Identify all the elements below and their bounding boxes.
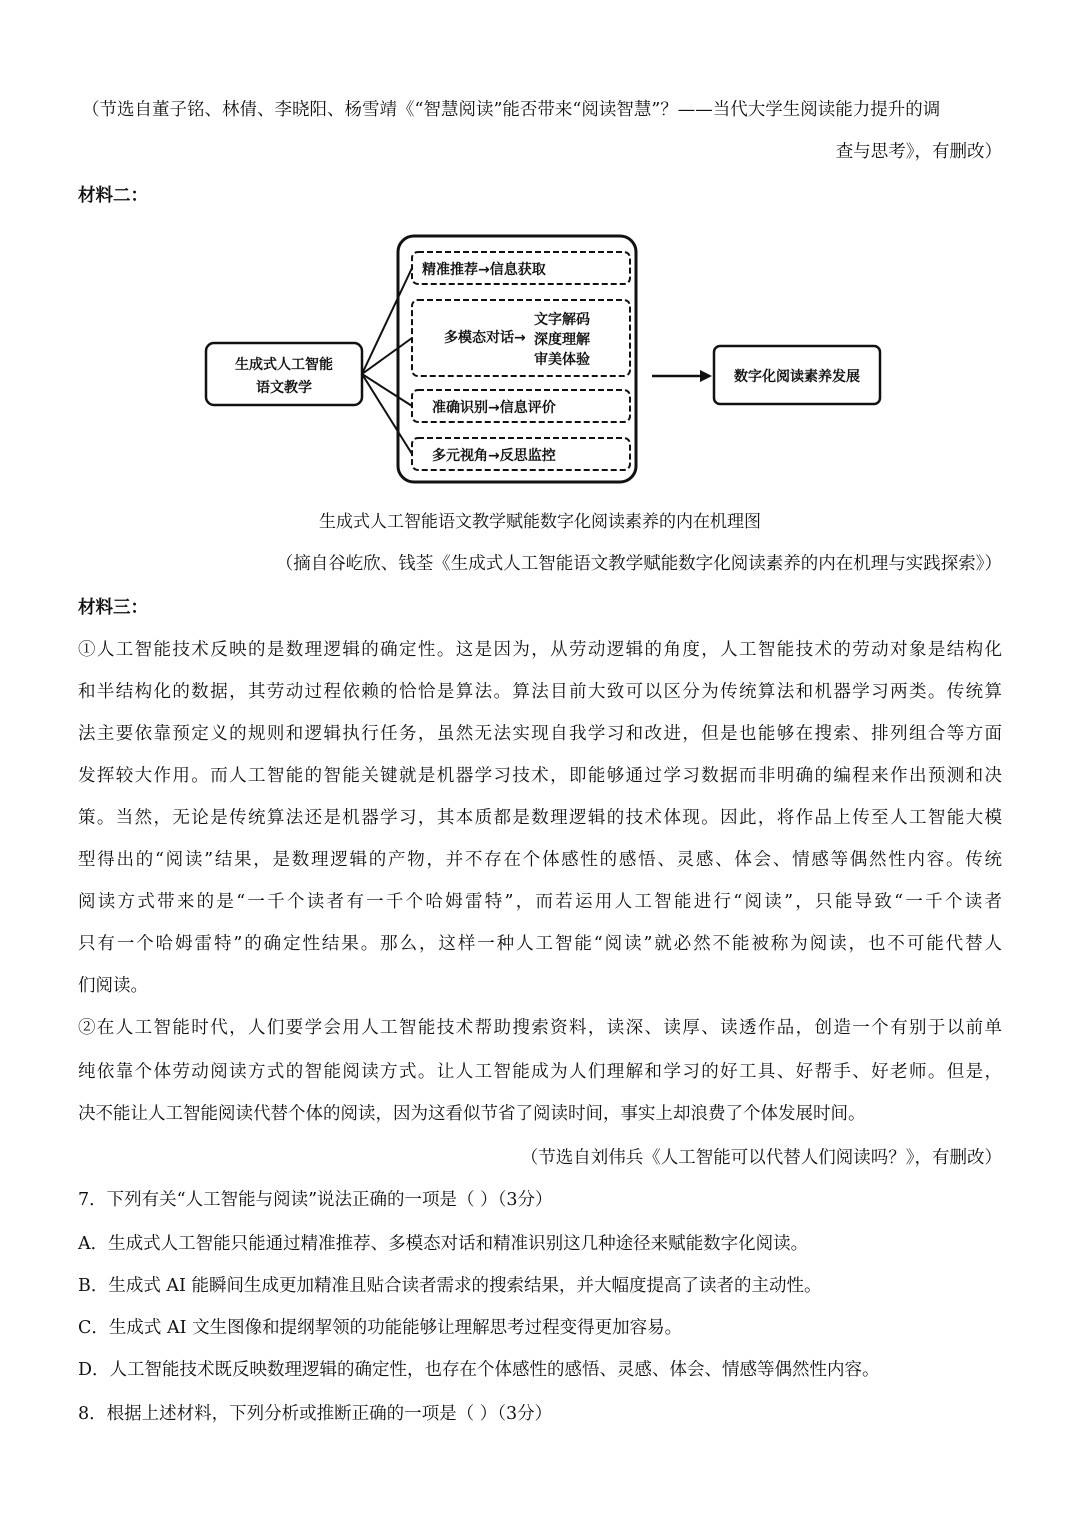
m3-p1-line9: 们阅读。 [78, 976, 148, 996]
item-2-right-2: 深度理解 [534, 332, 590, 348]
source1-line2: 查与思考》，有删改） [835, 142, 1002, 162]
q7-option-b: B．生成式 AI 能瞬间生成更加精准且贴合读者需求的搜索结果，并大幅度提高了读者的主动性。 [78, 1276, 822, 1296]
m3-p2-line1: ②在人工智能时代，人们要学会用人工智能技术帮助搜索资料，读深、读厚、读透作品，创造一个有别于以前单 [78, 1018, 1002, 1038]
connector-3 [362, 374, 412, 406]
main-arrow-head [700, 370, 712, 382]
m3-p1-line5: 策。当然，无论是传统算法还是机器学习，其本质都是数理逻辑的技术体现。因此，将作品上传至人工智能大模 [78, 808, 1002, 828]
source1-line1: （节选自董子铭、林倩、李晓阳、杨雪靖《“智慧阅读”能否带来“阅读智慧”？——当代大学生阅读能力提升的调 [82, 100, 941, 120]
m3-p1-line4: 发挥较大作用。而人工智能的智能关键就是机器学习技术，即能够通过学习数据而非明确的编程来作出预测和决 [78, 766, 1002, 786]
m3-p1-line8: 只有一个哈姆雷特”的确定性结果。那么，这样一种人工智能“阅读”就必然不能被称为阅读，也不可能代替人 [78, 934, 1002, 954]
m3-p1-line7: 阅读方式带来的是“一千个读者有一千个哈姆雷特”，而若运用人工智能进行“阅读”，只能导致“一千个读者 [78, 892, 1002, 912]
m3-p1-line3: 法主要依靠预定义的规则和逻辑执行任务，虽然无法实现自我学习和改进，但是也能够在搜索、排列组合等方面 [78, 724, 1002, 744]
item-2-right-1: 文字解码 [534, 312, 590, 328]
material3-heading: 材料三： [78, 598, 148, 618]
q7-option-a: A．生成式人工智能只能通过精准推荐、多模态对话和精准识别这几种途径来赋能数字化阅读。 [78, 1234, 809, 1254]
m3-p2-line2: 纯依靠个体劳动阅读方式的智能阅读方式。让人工智能成为人们理解和学习的好工具、好帮手、好老师。但是， [78, 1062, 1002, 1082]
m3-p1-line1: ①人工智能技术反映的是数理逻辑的确定性。这是因为，从劳动逻辑的角度，人工智能技术的劳动对象是结构化 [78, 640, 1002, 660]
material2-heading: 材料二： [78, 186, 148, 206]
material3-source: （节选自刘伟兵《人工智能可以代替人们阅读吗？》，有删改） [520, 1148, 1002, 1168]
material2-source: （摘自谷屹欣、钱荃《生成式人工智能语文教学赋能数字化阅读素养的内在机理与实践探索》） [275, 554, 1002, 574]
q8-stem: 8．根据上述材料，下列分析或推断正确的一项是（ ）（3分） [78, 1404, 553, 1424]
m3-p1-line6: 型得出的“阅读”结果，是数理逻辑的产物，并不存在个体感性的感悟、灵感、体会、情感等偶然性内容。传统 [78, 850, 1002, 870]
m3-p2-line3: 决不能让人工智能阅读代替个体的阅读，因为这看似节省了阅读时间，事实上却浪费了个体发展时间。 [78, 1104, 866, 1124]
item-3-text: 准确识别→信息评价 [432, 400, 556, 416]
item-2-right-3: 审美体验 [534, 352, 590, 368]
left-box-line2: 语文教学 [256, 380, 312, 396]
q7-stem: 7．下列有关“人工智能与阅读”说法正确的一项是（ ）（3分） [78, 1190, 553, 1210]
q7-option-c: C．生成式 AI 文生图像和提纲挈领的功能能够让理解思考过程变得更加容易。 [78, 1318, 683, 1338]
item-1-text: 精准推荐→信息获取 [422, 262, 546, 278]
left-box-line1: 生成式人工智能 [235, 357, 333, 373]
m3-p1-line2: 和半结构化的数据，其劳动过程依赖的恰恰是算法。算法目前大致可以区分为传统算法和机器学习两类。传统算 [78, 682, 1002, 702]
connector-1 [362, 268, 412, 374]
right-box-text: 数字化阅读素养发展 [734, 369, 860, 385]
item-4-text: 多元视角→反思监控 [432, 448, 556, 464]
diagram-caption: 生成式人工智能语文教学赋能数字化阅读素养的内在机理图 [319, 512, 761, 532]
item-2-left-text: 多模态对话→ [444, 330, 526, 346]
mechanism-diagram [200, 228, 890, 490]
q7-option-d: D．人工智能技术既反映数理逻辑的确定性，也存在个体感性的感悟、灵感、体会、情感等偶然性内容。 [78, 1360, 880, 1380]
connector-4 [362, 374, 412, 454]
